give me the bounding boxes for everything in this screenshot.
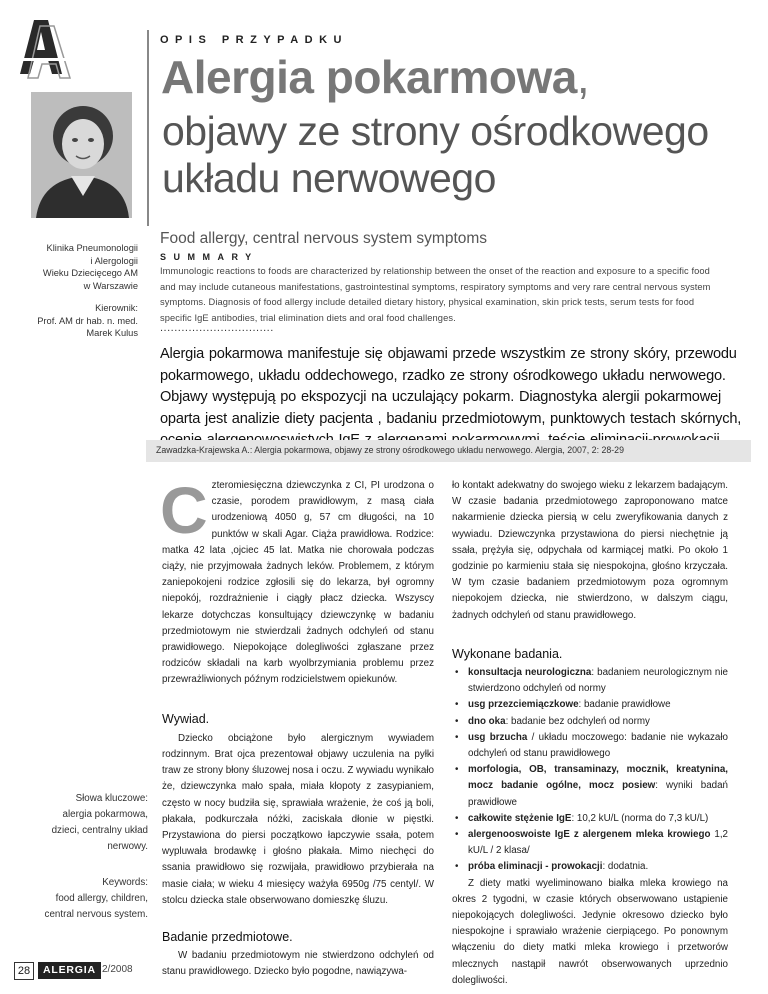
keyword-line: food allergy, children, [55, 893, 148, 904]
list-item: • morfologia, OB, transaminazy, mocznik, kreatynina, mocz badanie ogólne, mocz posiew: wyniki badań prawidłowe [452, 762, 728, 811]
citation-bar [146, 440, 751, 462]
article-category: OPIS PRZYPADKU [160, 34, 348, 46]
subtitle-line: objawy ze strony ośrodkowego [162, 108, 709, 154]
title-main: Alergia pokarmowa [161, 51, 577, 103]
badanie-paragraph-end: ło kontakt adekwatny do swojego wieku z lekarzem badającym. W czasie badania przedmiotowego zaproponowano matce nakarmienie dziecka piersią w celu zweryfikowania danych z wywiadu. Dziewczynka przystawiona do piersi niechętnie ją ssała, prężyła się, odpychała od karmiącej matki. Po około 1 godzinie po karmieniu stała się niespokojna, głośno krzyczała. W tym czasie badaniem przedmiotowym poza ogromnym niepokojem dziecka, nie stwierdzono, w dalszym ciągu, żadnych odchyleń od stanu prawidłowego. [452, 480, 728, 621]
keyword-line: nerwowy. [107, 841, 148, 852]
affiliation-line: Wieku Dziecięcego AM [42, 268, 138, 278]
list-item: • konsultacja neurologiczna: badaniem neurologicznym nie stwierdzono odchyleń od normy [452, 665, 728, 697]
list-item: • całkowite stężenie IgE: 10,2 kU/L (norma do 7,3 kU/L) [452, 811, 728, 827]
separator-dots: ................................ [160, 322, 274, 334]
body-column-right [452, 478, 728, 989]
intro-paragraph: zteromiesięczna dziewczynka z CI, PI urodzona o czasie, porodem prawidłowym, z masą ciała urodzeniową 4050 g, 57 cm długości, na 10 punktów w skali Agar. Ciąża prawidłowa. Rodzice: matka 42 lata ,ojciec 45 lat. Matka nie chorowała podczas ciąży, nie przyjmowała żadnych leków. Problemem, z którym zaniepokojeni rodzice zgłosili się do lekarza, był ogromny niepokój, rozdrażnienie i ciągły płacz dziecka. Wszyscy lekarze dotychczas konsultujący dziewczynkę w badaniu przedmiotowym nie stwierdzali żadnych odchyleń od stanu prawidłowego. Niepokojące dolegliwości zgłaszane przez rodziców składali na karb wyolbrzymiania problemu przez przewrażliwionych późnym rodzicielstwem opiekunów. [162, 480, 434, 686]
keyword-line: dzieci, centralny układ [51, 825, 148, 836]
lead-paragraph: Alergia pokarmowa manifestuje się objawami przede wszystkim ze strony skóry, przewodu pokarmowego, układu oddechowego, rzadko ze strony ośrodkowego układu nerwowego. Objawy występują po ekspozycji na uczulający pokarm. Diagnostyka alergii pokarmowej oparta jest analizie diety pacjenta , badaniu przedmiotowym, punktowych testach skórnych, [160, 346, 742, 427]
heading-wywiad: Wywiad. [162, 711, 210, 726]
list-item: • próba eliminacji - prowokacji: dodatnia. [452, 859, 728, 875]
keywords-label: Keywords: [102, 877, 148, 888]
subtitle-line: układu nerwowego [162, 155, 496, 201]
list-item: • usg przezciemiączkowe: badanie prawidłowe [452, 697, 728, 713]
keywords-label: Słowa kluczowe: [75, 793, 148, 804]
list-item: • usg brzucha / układu moczowego: badanie nie wykazało odchyleń od stanu prawidłowego [452, 730, 728, 762]
keyword-line: alergia pokarmowa, [62, 809, 148, 820]
head-line: Kierownik: [95, 303, 138, 313]
affiliation-line: Klinika Pneumonologii [46, 243, 138, 253]
badanie-paragraph-start: W badaniu przedmiotowym nie stwierdzono odchyleń od stanu prawidłowego. Dziecko było pogodne, nawiązywa- [162, 950, 434, 978]
title-comma: , [576, 51, 590, 103]
keyword-line: central nervous system. [44, 909, 148, 920]
summary-label: SUMMARY [160, 252, 259, 262]
journal-logo [14, 16, 76, 80]
english-title: Food allergy, central nervous system symptoms [160, 230, 488, 247]
affiliation-line: i Alergologii [90, 255, 138, 266]
affiliation-line: w Warszawie [83, 280, 138, 291]
author-affiliation [8, 242, 138, 340]
head-line: Marek Kulus [86, 328, 138, 338]
findings-list [452, 665, 728, 876]
journal-name: ALERGIA [38, 962, 101, 979]
body-column-left [160, 473, 434, 981]
summary-text: Immunologic reactions to foods are characterized by relationship between the onset of the reaction and exposure to a specific food and may include cutaneous manifestations, gastrointestinal symptoms, respiratory symptoms and very rare central nervous system symptoms. Diagnosis of food allergy include detailed dietary history, physical examination, skin prick tests, serum tests for food specific IgE antibodies, trial elimination diets and oral food challenges. [160, 266, 711, 323]
keywords-pl [20, 791, 148, 855]
list-item: • alergenooswoiste IgE z alergenem mleka krowiego 1,2 kU/L / 2 klasa/ [452, 827, 728, 859]
author-photo [31, 92, 132, 218]
citation-text: Zawadzka-Krajewska A.: Alergia pokarmowa, objawy ze strony ośrodkowego układu nerwowego. Alergia, 2007, 2: 28-29 [156, 445, 624, 455]
wywiad-paragraph: Dziecko obciążone było alergicznym wywiadem rodzinnym. Brat ojca prezentował objawy uczulenia na pyłki traw ze strony błony śluzowej nosa i oczu. Z wywiadu wynikało że, dziewczynka mało spała, miała kłopoty z zasypianiem, często w nocy budziła się, sprawiała wrażenie, że coś ją boli, płakała, podkurczała nóżki, zaciskała dłonie w pięstki. Przystawiona do piersi początkowo łapczywie ssała, potem wypluwała brodawkę i głośno płakała. Mimo niechęci do ssania prawidłowo się rozwijała, prawidłowo przybierała na masie ciała; w wieku 4 miesięcy ważyła 6950g /75 centyl/. W stolcu dziecka stale obserwowano domieszkę śluzu. [162, 732, 434, 906]
keywords-en [20, 875, 148, 923]
page-number: 28 [14, 962, 34, 980]
closing-paragraph: Z diety matki wyeliminowano białka mleka krowiego na okres 2 tygodni, w czasie których obserwowano ustąpienie niepokojących dolegliwości. Jedynie okresowo dziecko było niespokojne i sprawiało wrażenie cierpiącego. Po ponownym włączeniu do diety matki mleka krowiego i przetworów mlecznych nastąpił nawrót obserwowanych uprzednio dolegliwości. [452, 877, 728, 986]
heading-wykonane: Wykonane badania. [452, 646, 563, 661]
issue-number: 2/2008 [102, 964, 133, 975]
drop-cap: C [160, 473, 208, 547]
article-subtitle [162, 108, 709, 202]
header-divider [147, 30, 149, 226]
head-line: Prof. AM dr hab. n. med. [37, 315, 138, 326]
article-title [161, 50, 589, 104]
list-item: • dno oka: badanie bez odchyleń od normy [452, 714, 728, 730]
heading-badanie: Badanie przedmiotowe. [162, 930, 293, 945]
